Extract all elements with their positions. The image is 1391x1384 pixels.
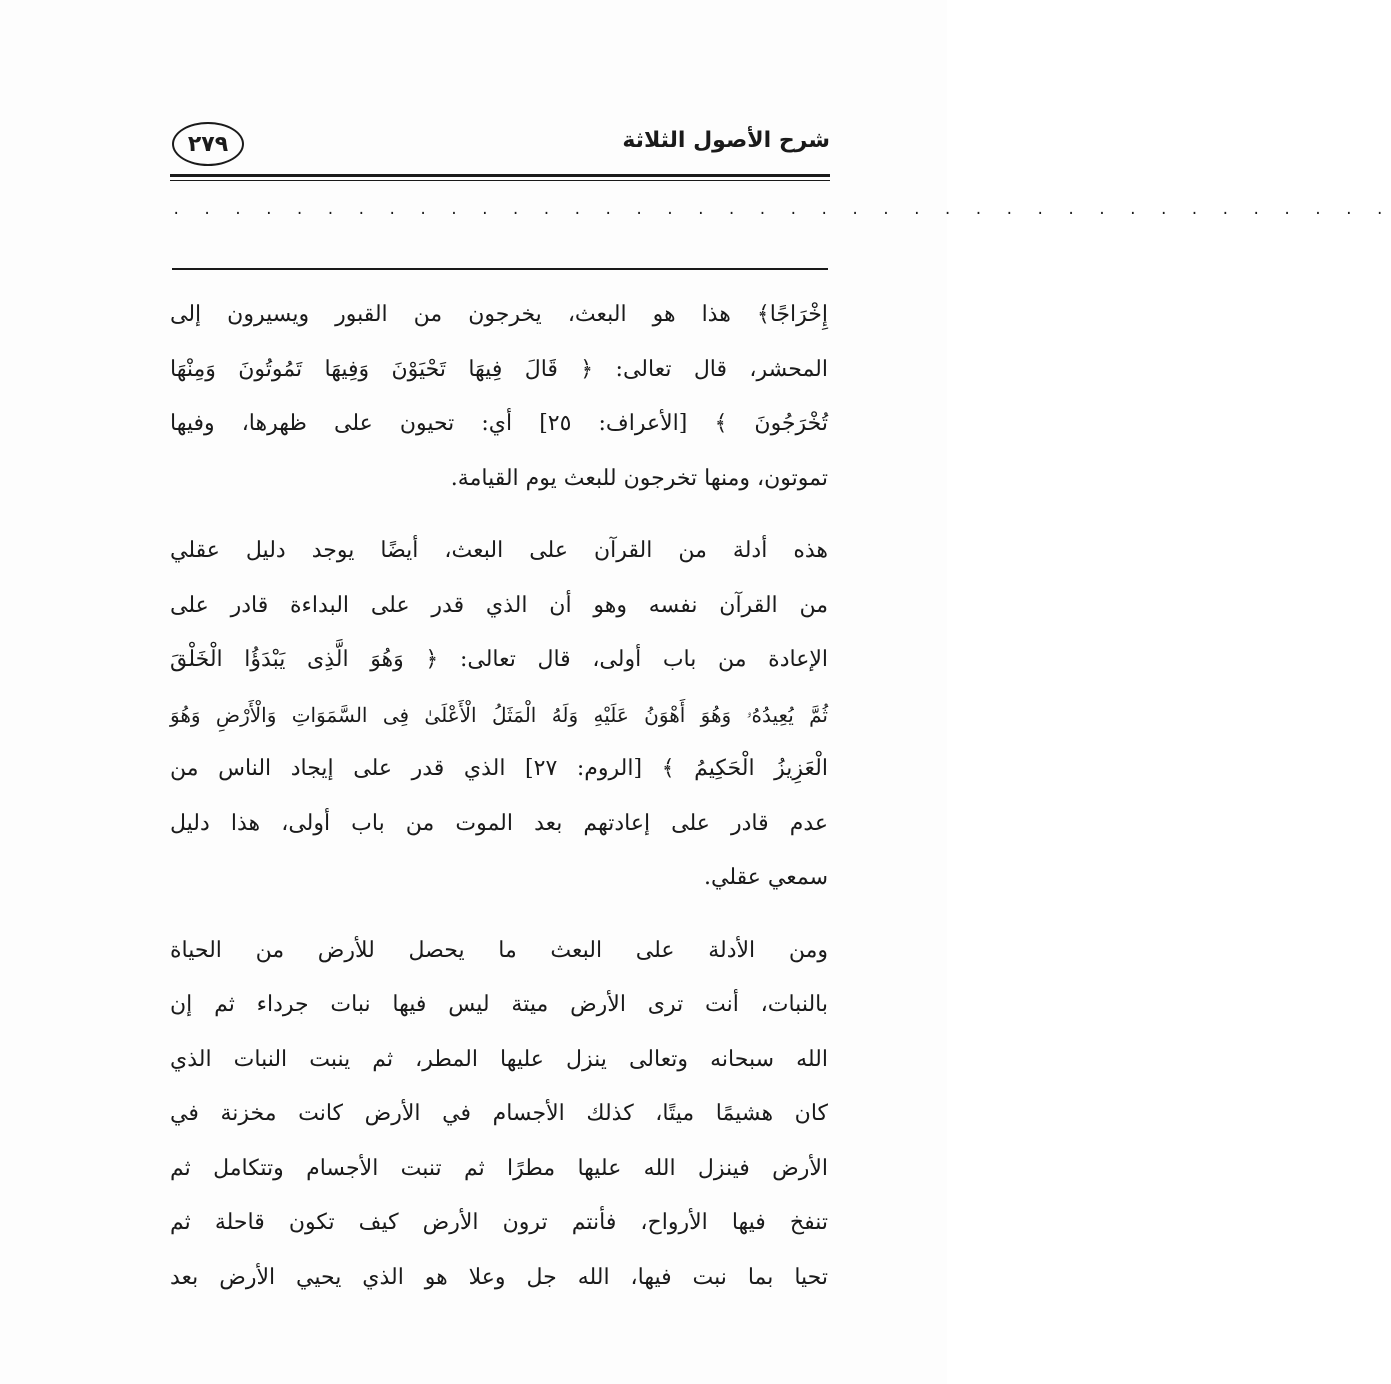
- dotted-separator: . . . . . . . . . . . . . . . . . . . . . . . . . . . . . . . . . . . . . . . .: [172, 202, 1391, 218]
- text-line: كان هشيمًا ميتًا، كذلك الأجسام في الأرض كانت مخزنة في: [170, 1101, 828, 1126]
- paragraph-2: [170, 524, 828, 906]
- text-line: الأرض فينزل الله عليها مطرًا ثم تنبت الأجسام وتتكامل ثم: [170, 1155, 828, 1181]
- header-rule-thick: [170, 174, 830, 177]
- body-text: [170, 288, 828, 1305]
- text-line: تحيا بما نبت فيها، الله جل وعلا هو الذي يحيي الأرض بعد: [170, 1264, 828, 1290]
- text-line: الله سبحانه وتعالى ينزل عليها المطر، ثم ينبت النبات الذي: [170, 1046, 828, 1072]
- text-line: ومن الأدلة على البعث ما يحصل للأرض من الحياة: [170, 937, 828, 963]
- text-line: الإعادة من باب أولى، قال تعالى: ﴿ وَهُوَ الَّذِى يَبْدَؤُا الْخَلْقَ: [170, 647, 828, 672]
- page-header: [170, 118, 830, 172]
- text-line: تنفخ فيها الأرواح، فأنتم ترون الأرض كيف تكون قاحلة ثم: [170, 1210, 828, 1235]
- text-line: الْعَزِيزُ الْحَكِيمُ ﴾ [الروم: ٢٧] الذي قدر على إيجاد الناس من: [170, 756, 828, 781]
- text-line: بالنبات، أنت ترى الأرض ميتة ليس فيها نبات جرداء ثم إن: [170, 992, 828, 1017]
- text-line: عدم قادر على إعادتهم بعد الموت من باب أولى، هذا دليل: [170, 810, 828, 836]
- section-rule: [172, 268, 828, 270]
- text-line: هذه أدلة من القرآن على البعث، أيضًا يوجد دليل عقلي: [170, 538, 828, 563]
- text-line: سمعي عقلي.: [704, 865, 828, 890]
- text-line: ثُمَّ يُعِيدُهُۥ وَهُوَ أَهْوَنُ عَلَيْهِ وَلَهُ الْمَثَلُ الْأَعْلَىٰ فِى السَّمَوَاتِ وَالْأَرْضِ وَهُوَ: [170, 702, 829, 727]
- page-number: ٢٧٩: [172, 122, 244, 166]
- paragraph-3: [170, 924, 828, 1306]
- text-line: تُخْرَجُونَ ﴾ [الأعراف: ٢٥] أي: تحيون على ظهرها، وفيها: [170, 411, 828, 436]
- text-line: تموتون، ومنها تخرجون للبعث يوم القيامة.: [450, 465, 828, 491]
- text-line: المحشر، قال تعالى: ﴿ قَالَ فِيهَا تَحْيَوْنَ وَفِيهَا تَمُوتُونَ وَمِنْهَا: [170, 356, 828, 382]
- running-title: شرح الأصول الثلاثة: [622, 128, 830, 153]
- text-line: من القرآن نفسه وهو أن الذي قدر على البداءة قادر على: [170, 592, 828, 618]
- paragraph-1: [170, 288, 828, 506]
- header-rule-thin: [170, 180, 830, 181]
- text-line: إِخْرَاجًا﴾ هذا هو البعث، يخرجون من القبور ويسيرون إلى: [170, 302, 828, 327]
